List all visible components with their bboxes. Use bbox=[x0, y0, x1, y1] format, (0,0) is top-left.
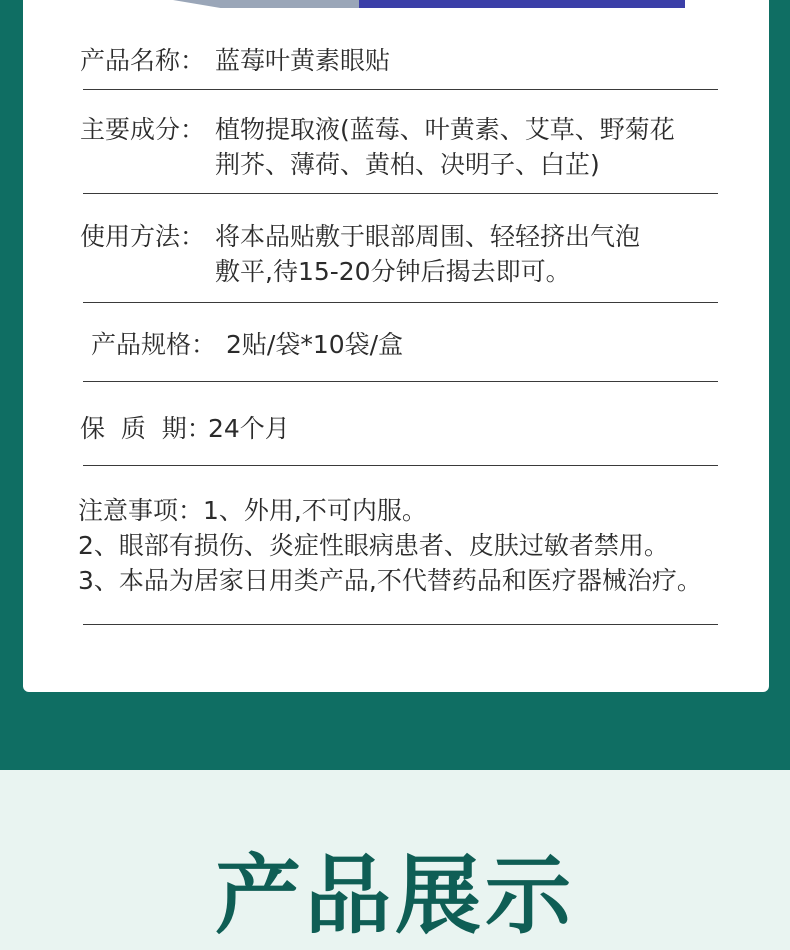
spec-value: 2贴/袋*10袋/盒 bbox=[226, 330, 404, 359]
product-display-section bbox=[0, 770, 790, 950]
product-box-blue-edge bbox=[359, 0, 685, 8]
notes-line: 3、本品为居家日用类产品,不代替药品和医疗器械治疗。 bbox=[78, 566, 702, 595]
spec-label: 保 质 期： bbox=[80, 414, 212, 443]
product-image-edge bbox=[173, 0, 685, 8]
divider bbox=[83, 465, 718, 466]
product-box-gray-edge bbox=[173, 0, 363, 8]
spec-label: 主要成分： bbox=[80, 115, 206, 144]
section-title: 产品展示 bbox=[215, 846, 575, 946]
divider bbox=[83, 302, 718, 303]
spec-label: 产品规格： bbox=[91, 330, 217, 359]
spec-value: 蓝莓叶黄素眼贴 bbox=[215, 46, 391, 75]
spec-value: 植物提取液(蓝莓、叶黄素、艾草、野菊花 荆芥、薄荷、黄柏、决明子、白芷) bbox=[215, 115, 675, 179]
divider bbox=[83, 193, 718, 194]
spec-label: 使用方法： bbox=[80, 222, 206, 251]
spec-label: 产品名称： bbox=[80, 46, 206, 75]
spec-value: 24个月 bbox=[208, 414, 290, 443]
divider bbox=[83, 381, 718, 382]
notes-line: 注意事项：1、外用,不可内服。 bbox=[78, 496, 427, 525]
divider bbox=[83, 624, 718, 625]
notes-line: 2、眼部有损伤、炎症性眼病患者、皮肤过敏者禁用。 bbox=[78, 531, 669, 560]
spec-value: 将本品贴敷于眼部周围、轻轻挤出气泡 敷平,待15-20分钟后揭去即可。 bbox=[215, 222, 641, 286]
spec-card bbox=[23, 0, 769, 692]
divider bbox=[83, 89, 718, 90]
